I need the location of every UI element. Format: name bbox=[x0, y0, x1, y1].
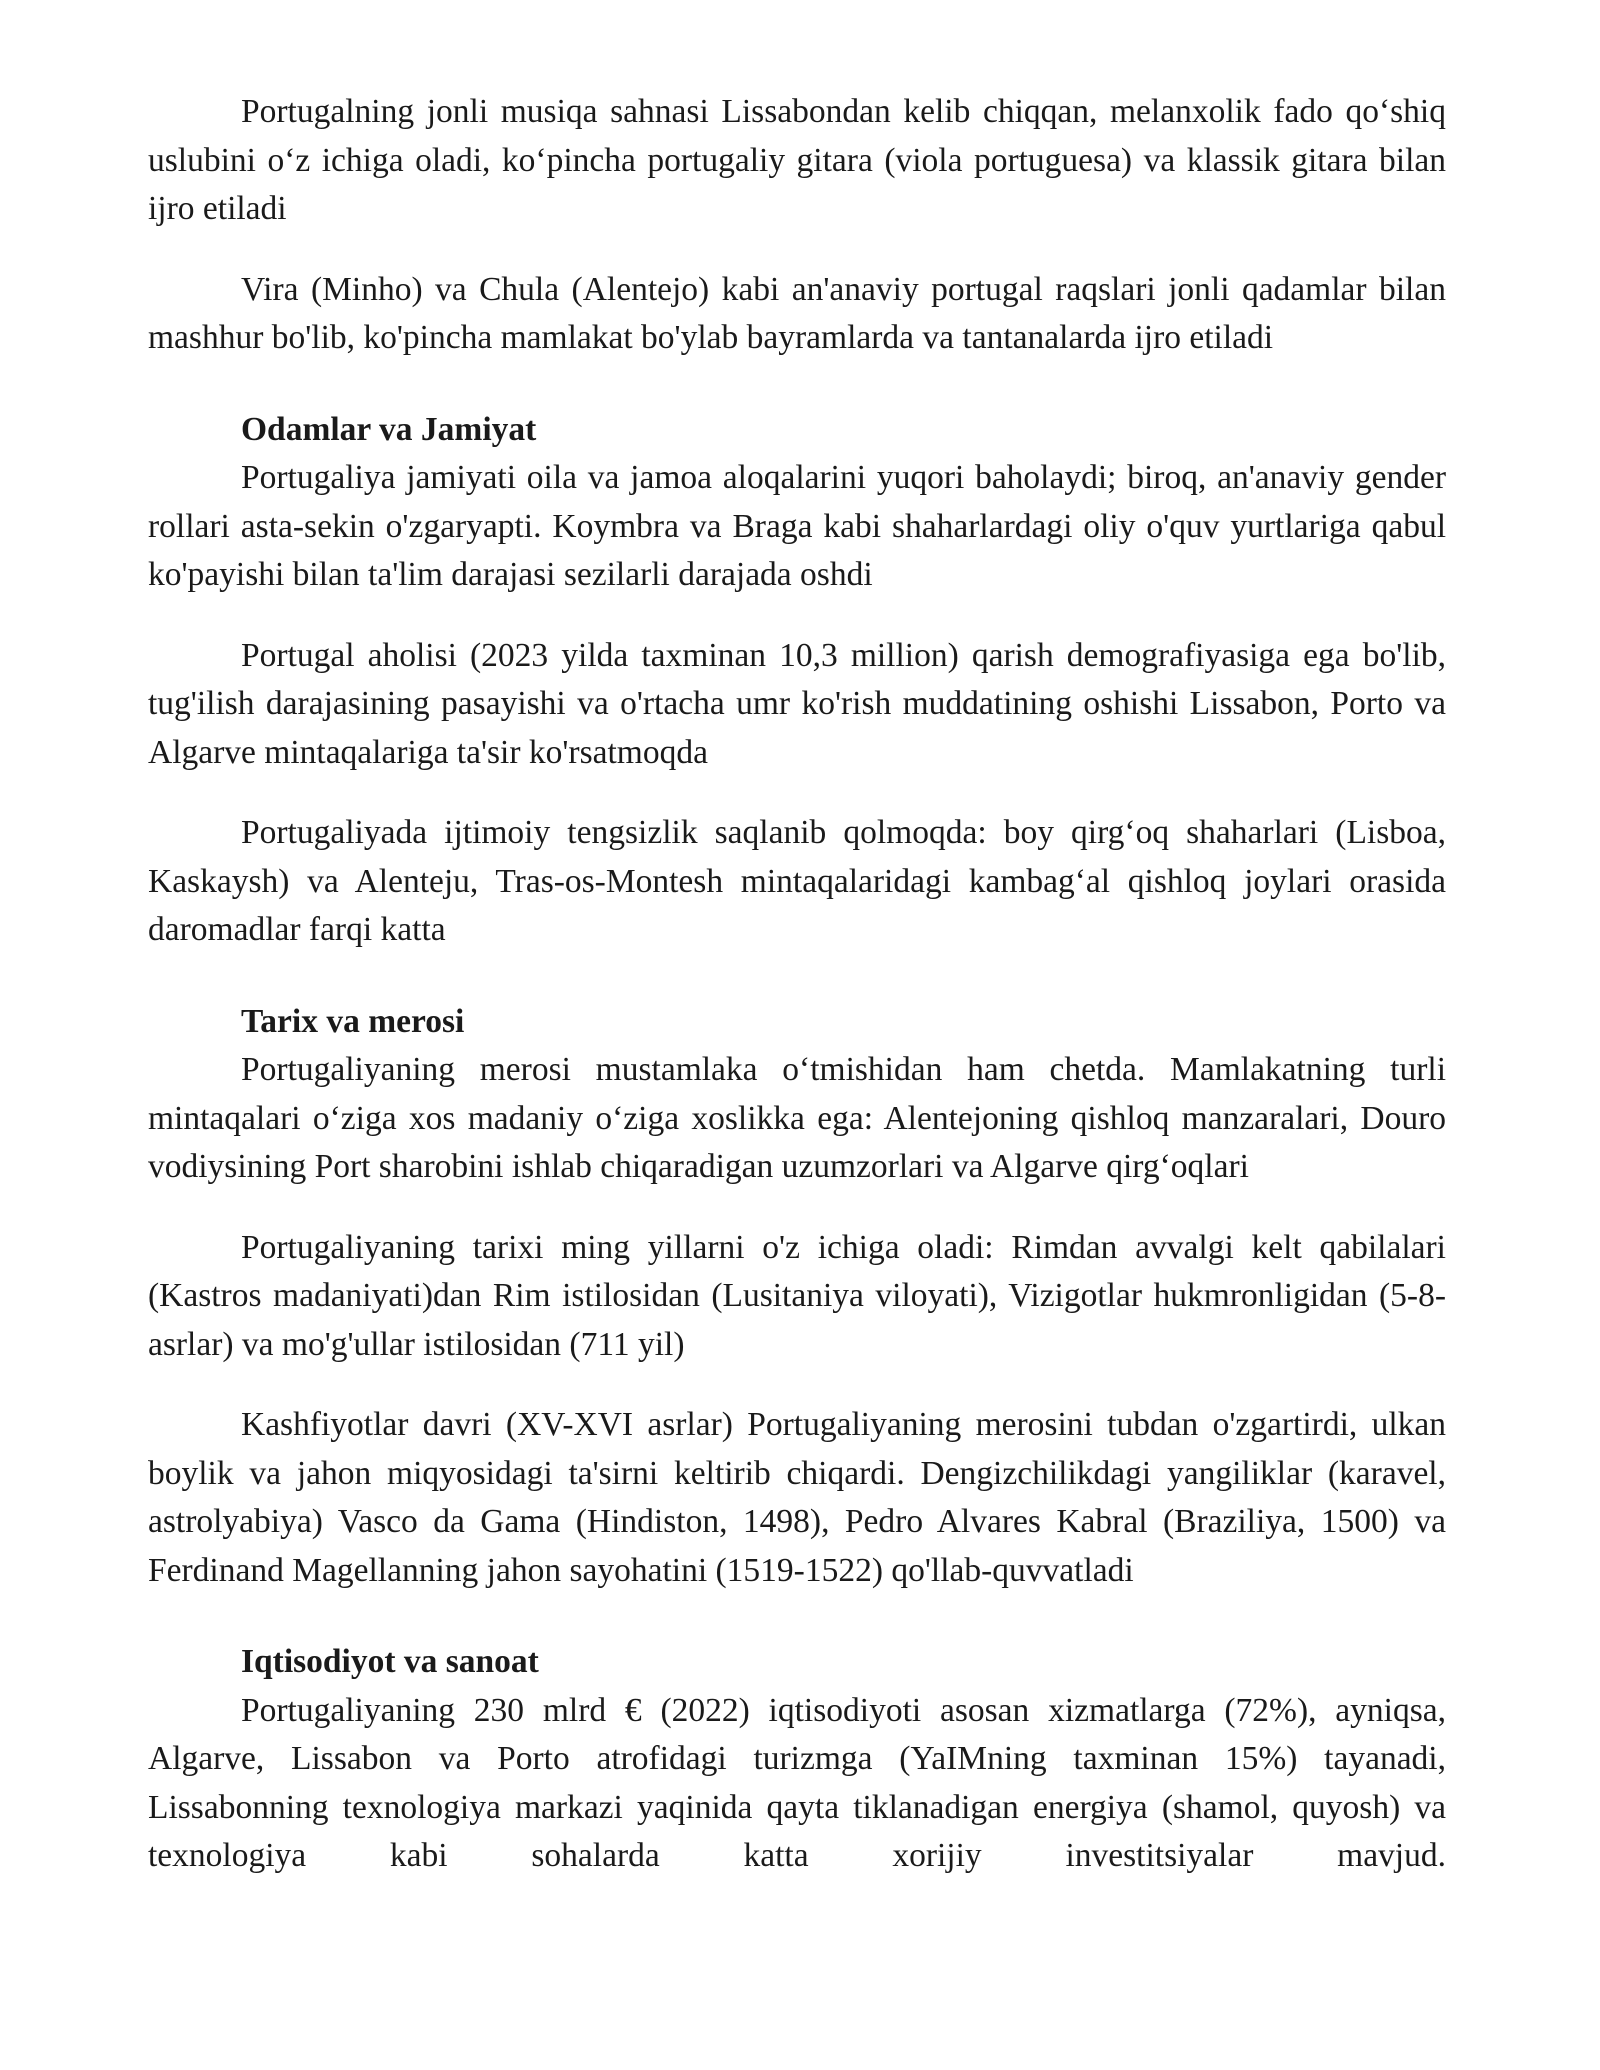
paragraph-population: Portugal aholisi (2023 yilda taxminan 10,3 million) qarish demografiyasiga ega bo'lib, tug'ilish darajasining pasayishi va o'rtacha umr ko'rish muddatining oshishi Lissabon, Porto va Algarve mintaqalariga ta'sir ko'rsatmoqda bbox=[148, 636, 1446, 771]
section-heading-people-society: Odamlar va Jamiyat bbox=[241, 410, 537, 448]
paragraph-traditional-dances: Vira (Minho) va Chula (Alentejo) kabi an'anaviy portugal raqslari jonli qadamlar bilan mashhur bo'lib, ko'pincha mamlakat bo'ylab bayramlarda va tantanalarda ijro etiladi bbox=[148, 270, 1446, 356]
paragraph-age-of-discovery: Kashfiyotlar davri (XV-XVI asrlar) Portugaliyaning merosini tubdan o'zgartirdi, ulkan boylik va jahon miqyosidagi ta'sirni keltirib chiqardi. Dengizchilikdagi yangiliklar (karavel, astrolyabiya) Vasco da Gama (Hindiston, 1498), Pedro Alvares Kabral (Braziliya, 1500) va Ferdinand Magellanning jahon sayohatini (1519-1522) qo'llab-quvvatladi bbox=[148, 1406, 1446, 1589]
paragraph-economy: Portugaliyaning 230 mlrd € (2022) iqtisodiyoti asosan xizmatlarga (72%), ayniqsa, Algarve, Lissabon va Porto atrofidagi turizmga (YaIMning taxminan 15%) tayanadi, Lissabonning texnologiya markazi yaqinida qayta tiklanadigan energiya (shamol, quyosh) va texnologiya kabi sohalarda katta xorijiy investitsiyalar mavjud. bbox=[148, 1691, 1446, 1874]
section-heading-history-heritage: Tarix va merosi bbox=[241, 1002, 465, 1040]
paragraph-history-millennia: Portugaliyaning tarixi ming yillarni o'z ichiga oladi: Rimdan avvalgi kelt qabilalari (Kastros madaniyati)dan Rim istilosidan (Lusitaniya viloyati), Vizigotlar hukmronligidan (5-8-asrlar) va mo'g'ullar istilosidan (711 yil) bbox=[148, 1228, 1446, 1363]
paragraph-heritage-regions: Portugaliyaning merosi mustamlaka o‘tmishidan ham chetda. Mamlakatning turli mintaqalari o‘ziga xos madaniy o‘ziga xoslikka ega: Alentejoning qishloq manzaralari, Douro vodiysining Port sharobini ishlab chiqaradigan uzumzorlari va Algarve qirg‘oqlari bbox=[148, 1051, 1446, 1185]
paragraph-society-values: Portugaliya jamiyati oila va jamoa aloqalarini yuqori baholaydi; biroq, an'anaviy gender rollari asta-sekin o'zgaryapti. Koymbra va Braga kabi shaharlardagi oliy o'quv yurtlariga qabul ko'payishi bilan ta'lim darajasi sezilarli darajada oshdi bbox=[148, 459, 1446, 593]
section-heading-economy-industry: Iqtisodiyot va sanoat bbox=[241, 1643, 539, 1680]
document-page bbox=[148, 88, 1446, 1881]
paragraph-fado-music: Portugalning jonli musiqa sahnasi Lissabondan kelib chiqqan, melanxolik fado qo‘shiq uslubini o‘z ichiga oladi, ko‘pincha portugaliy gitara (viola portuguesa) va klassik gitara bilan ijro etiladi bbox=[148, 93, 1446, 227]
paragraph-social-inequality: Portugaliyada ijtimoiy tengsizlik saqlanib qolmoqda: boy qirg‘oq shaharlari (Lisboa, Kaskaysh) va Alenteju, Tras-os-Montesh mintaqalaridagi kambag‘al qishloq joylari orasida daromadlar farqi katta bbox=[148, 814, 1446, 948]
